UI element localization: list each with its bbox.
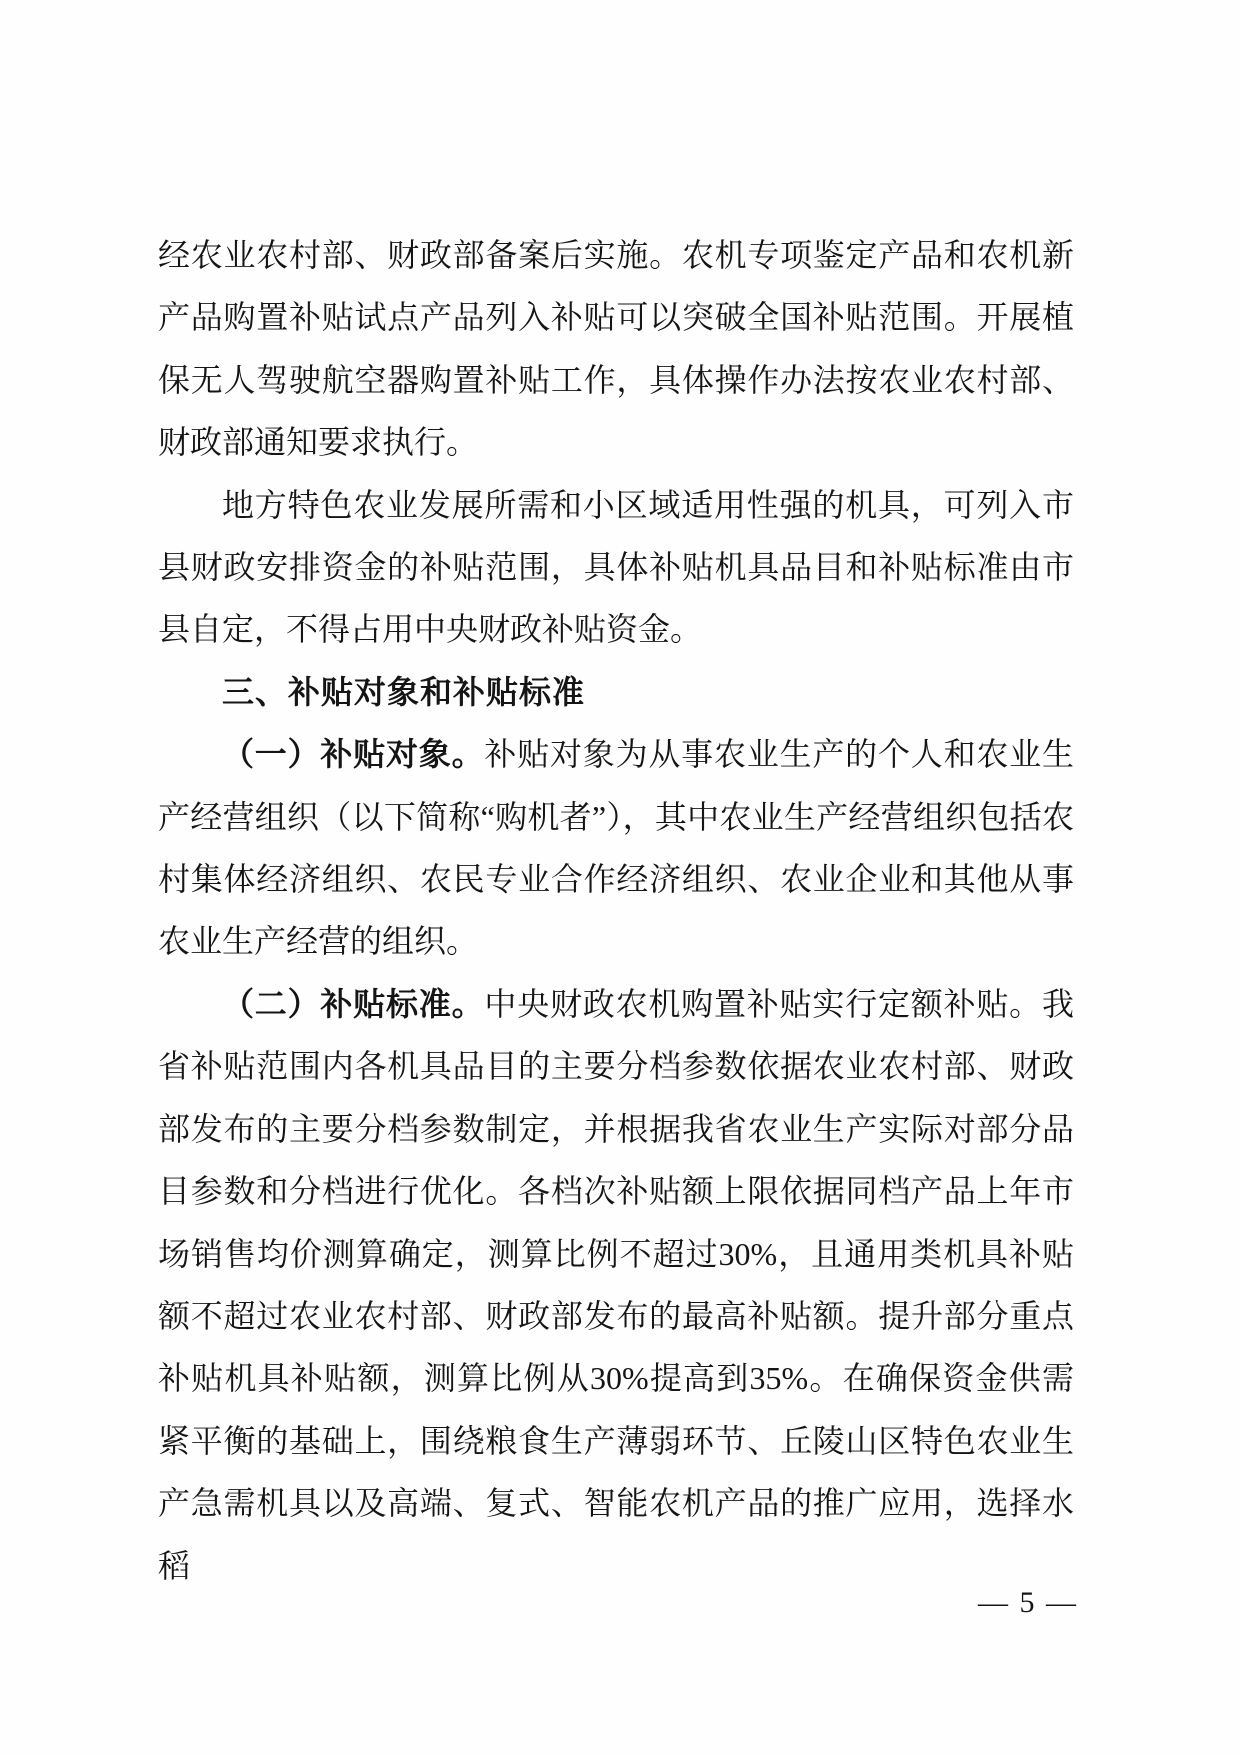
paragraph-local-special-machinery xyxy=(158,474,1074,661)
document-body xyxy=(158,224,1074,1597)
paragraph-body-text: 中央财政农机购置补贴实行定额补贴。我省补贴范围内各机具品目的主要分档参数依据农业农村部、财政部发布的主要分档参数制定，并根据我省农业生产实际对部分品目参数和分档进行优化。各档次补贴额上限依据同档产品上年市场销售均价测算确定，测算比例不超过30%，且通用类机具补贴额不超过农业农村部、财政部发布的最高补贴额。提升部分重点补贴机具补贴额，测算比例从30%提高到35%。在确保资金供需紧平衡的基础上，围绕粮食生产薄弱环节、丘陵山区特色农业生产急需机具以及高端、复式、智能农机产品的推广应用，选择水稻 xyxy=(158,985,1074,1584)
paragraph-subsidy-targets xyxy=(158,723,1074,973)
paragraph-body-text: 补贴对象为从事农业生产的个人和农业生产经营组织（以下简称“购机者”），其中农业生产经营组织包括农村集体经济组织、农民专业合作经济组织、农业企业和其他从事农业生产经营的组织。 xyxy=(158,736,1074,960)
page-footer xyxy=(978,1588,1078,1618)
paragraph-lead-bold-text: 三、补贴对象和补贴标准 xyxy=(222,673,586,710)
paragraph-body-text: 地方特色农业发展所需和小区域适用性强的机具，可列入市县财政安排资金的补贴范围，具体补贴机具品目和补贴标准由市县自定，不得占用中央财政补贴资金。 xyxy=(158,486,1074,648)
paragraph-continuation-filing xyxy=(158,224,1074,474)
paragraph-lead-bold-text: （一）补贴对象。 xyxy=(222,736,485,773)
page-number: — 5 — xyxy=(978,1586,1078,1619)
section-heading-three xyxy=(158,661,1074,723)
paragraph-lead-bold-text: （二）补贴标准。 xyxy=(222,985,485,1022)
paragraph-body-text: 经农业农村部、财政部备案后实施。农机专项鉴定产品和农机新产品购置补贴试点产品列入补贴可以突破全国补贴范围。开展植保无人驾驶航空器购置补贴工作，具体操作办法按农业农村部、财政部通知要求执行。 xyxy=(158,237,1074,461)
paragraph-subsidy-standards xyxy=(158,973,1074,1597)
